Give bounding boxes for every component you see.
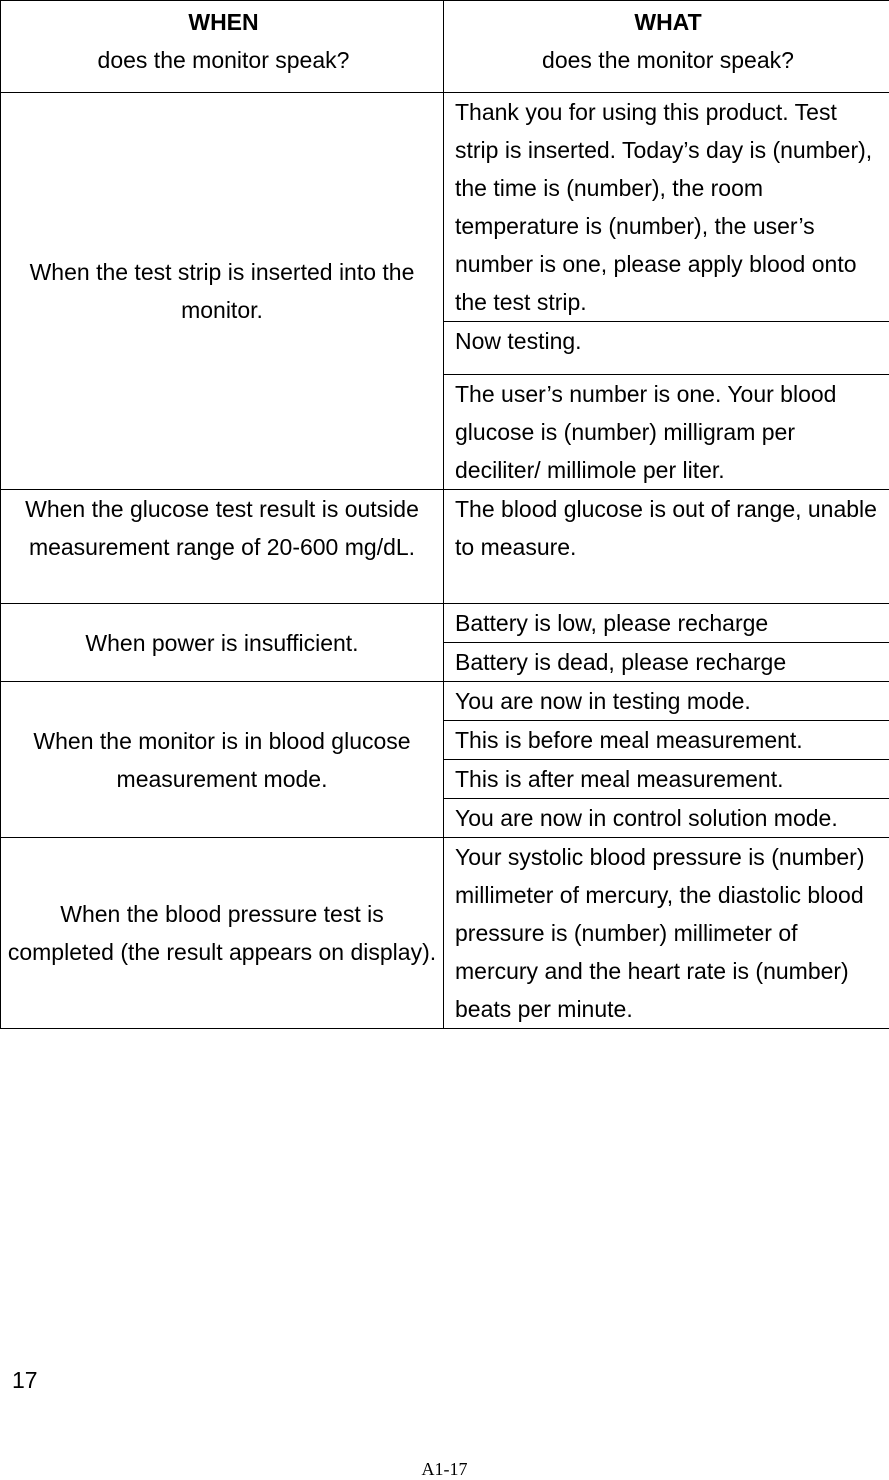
when-cell-out-of-range: When the glucose test result is outside measurement range of 20-600 mg/dL. bbox=[1, 490, 444, 604]
table-header-row bbox=[1, 1, 889, 93]
footer-page-code: A1-17 bbox=[0, 1458, 889, 1480]
what-cell: Thank you for using this product. Test strip is inserted. Today’s day is (number), the time is (number), the room temperature is (number), the user’s number is one, please apply blood onto the test strip. bbox=[444, 93, 889, 322]
what-header bbox=[444, 1, 889, 93]
what-cell: Your systolic blood pressure is (number) millimeter of mercury, the diastolic blood pressure is (number) millimeter of mercury and the heart rate is (number) beats per minute. bbox=[444, 838, 889, 1029]
what-cell: The user’s number is one. Your blood glucose is (number) milligram per deciliter/ millimole per liter. bbox=[444, 375, 889, 490]
what-cell: This is before meal measurement. bbox=[444, 721, 889, 760]
what-cell: You are now in testing mode. bbox=[444, 682, 889, 721]
what-cell: This is after meal measurement. bbox=[444, 760, 889, 799]
what-cell: You are now in control solution mode. bbox=[444, 799, 889, 838]
when-header bbox=[1, 1, 444, 93]
when-cell-power-insufficient: When power is insufficient. bbox=[1, 604, 444, 682]
table-row bbox=[1, 604, 889, 643]
table-row bbox=[1, 490, 889, 604]
what-cell: The blood glucose is out of range, unable to measure. bbox=[444, 490, 889, 604]
table-row bbox=[1, 838, 889, 1029]
what-header-title: WHAT bbox=[455, 3, 881, 41]
when-cell-blood-pressure: When the blood pressure test is completed (the result appears on display). bbox=[1, 838, 444, 1029]
table-row bbox=[1, 682, 889, 721]
table-row bbox=[1, 93, 889, 322]
when-header-title: WHEN bbox=[12, 3, 435, 41]
what-cell: Now testing. bbox=[444, 322, 889, 375]
when-cell-glucose-mode: When the monitor is in blood glucose measurement mode. bbox=[1, 682, 444, 838]
what-cell: Battery is low, please recharge bbox=[444, 604, 889, 643]
when-header-subtitle: does the monitor speak? bbox=[98, 47, 350, 73]
when-cell-strip-inserted: When the test strip is inserted into the monitor. bbox=[1, 93, 444, 490]
what-header-subtitle: does the monitor speak? bbox=[542, 47, 794, 73]
page-number: 17 bbox=[12, 1366, 38, 1394]
what-cell: Battery is dead, please recharge bbox=[444, 643, 889, 682]
